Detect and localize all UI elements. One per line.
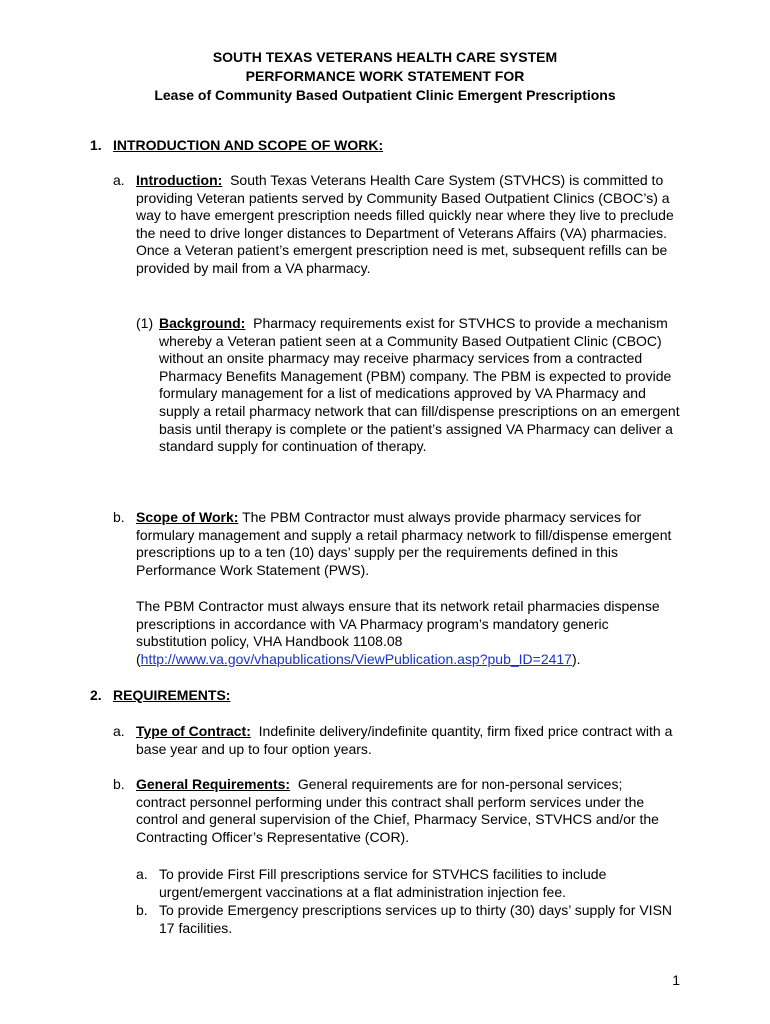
item-2a-marker: a. [113,723,125,739]
contract-type-paragraph [136,723,676,758]
title-line-3: Lease of Community Based Outpatient Clinic Emergent Prescriptions [154,87,616,103]
item-2b-marker: b. [113,776,125,792]
scope-text: The PBM Contractor must always provide pharmacy services for formulary management and supply a retail pharmacy network to fill/dispense emergent prescriptions up to a ten (10) days’ supply per the requirements defined in this Performance Work Statement (PWS). [136,509,672,578]
background-text: Pharmacy requirements exist for STVHCS to provide a mechanism whereby a Veteran patient seen at a Community Based Outpatient Clinic (CBOC) without an onsite pharmacy may receive pharmacy services from a contracted Pharmacy Benefits Management (PBM) company. The PBM is expected to provide formulary management for a list of medications approved by VA Pharmacy and supply a retail pharmacy network that can fill/dispense prescriptions on an emergent basis until therapy is complete or the patient’s assigned VA Pharmacy can deliver a standard supply for continuation of therapy. [159,315,680,455]
general-requirements-text: General requirements are for non-personal services; contract personnel performing under this contract shall perform services under the control and general supervision of the Chief, Pharmacy Service, STVHCS and/or the Contracting Officer’s Representative (COR). [136,776,659,845]
introduction-label: Introduction: [136,172,223,188]
item-1b-marker: b. [113,509,125,525]
vha-handbook-link[interactable]: http://www.va.gov/vhapublications/ViewPublication.asp?pub_ID=2417 [140,650,572,667]
contract-type-text: Indefinite delivery/indefinite quantity, firm fixed price contract with a base year and up to four option years. [136,723,673,757]
item-1a1-marker: (1) [136,315,154,331]
background-label: Background: [159,315,246,331]
page-number: 1 [672,972,680,988]
first-fill-item: To provide First Fill prescriptions service for STVHCS facilities to include urgent/emergent vaccinations at a flat administration injection fee. [159,866,607,900]
scope-paragraph [136,509,676,579]
general-requirements-paragraph [136,776,668,846]
introduction-paragraph [136,172,676,278]
generic-substitution-paragraph [136,598,676,668]
sub-item-b-marker: b. [136,902,148,918]
link-close-paren: ). [571,650,581,667]
section-1-heading: INTRODUCTION AND SCOPE OF WORK: [113,137,384,153]
section-2-number: 2. [90,687,102,703]
section-2-heading: REQUIREMENTS: [113,687,231,703]
title-line-2: PERFORMANCE WORK STATEMENT FOR [245,68,525,84]
generic-substitution-text: The PBM Contractor must always ensure that its network retail pharmacies dispense prescriptions in accordance with VA Pharmacy program’s mandatory generic substitution policy, VHA Handbook 1108.08 [136,598,660,650]
contract-type-label: Type of Contract: [136,723,251,739]
title-line-1: SOUTH TEXAS VETERANS HEALTH CARE SYSTEM [212,49,558,65]
sub-item-a-marker: a. [136,866,148,882]
scope-label: Scope of Work: [136,509,239,525]
section-1-number: 1. [90,137,102,153]
link-open-paren: ( [136,650,141,667]
background-paragraph [159,315,683,456]
item-1a-marker: a. [113,172,125,188]
introduction-text: South Texas Veterans Health Care System (STVHCS) is committed to providing Veteran patients served by Community Based Outpatient Clinics (CBOC’s) a way to have emergent prescription needs filled quickly near where they live to preclude the need to drive longer distances to Department of Veterans Affairs (VA) pharmacies. Once a Veteran patient’s emergent prescription need is met, subsequent refills can be provided by mail from a VA pharmacy. [136,172,674,276]
document-title [0,48,770,105]
emergency-prescriptions-item: To provide Emergency prescriptions services up to thirty (30) days’ supply for VISN 17 facilities. [159,902,673,936]
general-requirements-label: General Requirements: [136,776,291,792]
